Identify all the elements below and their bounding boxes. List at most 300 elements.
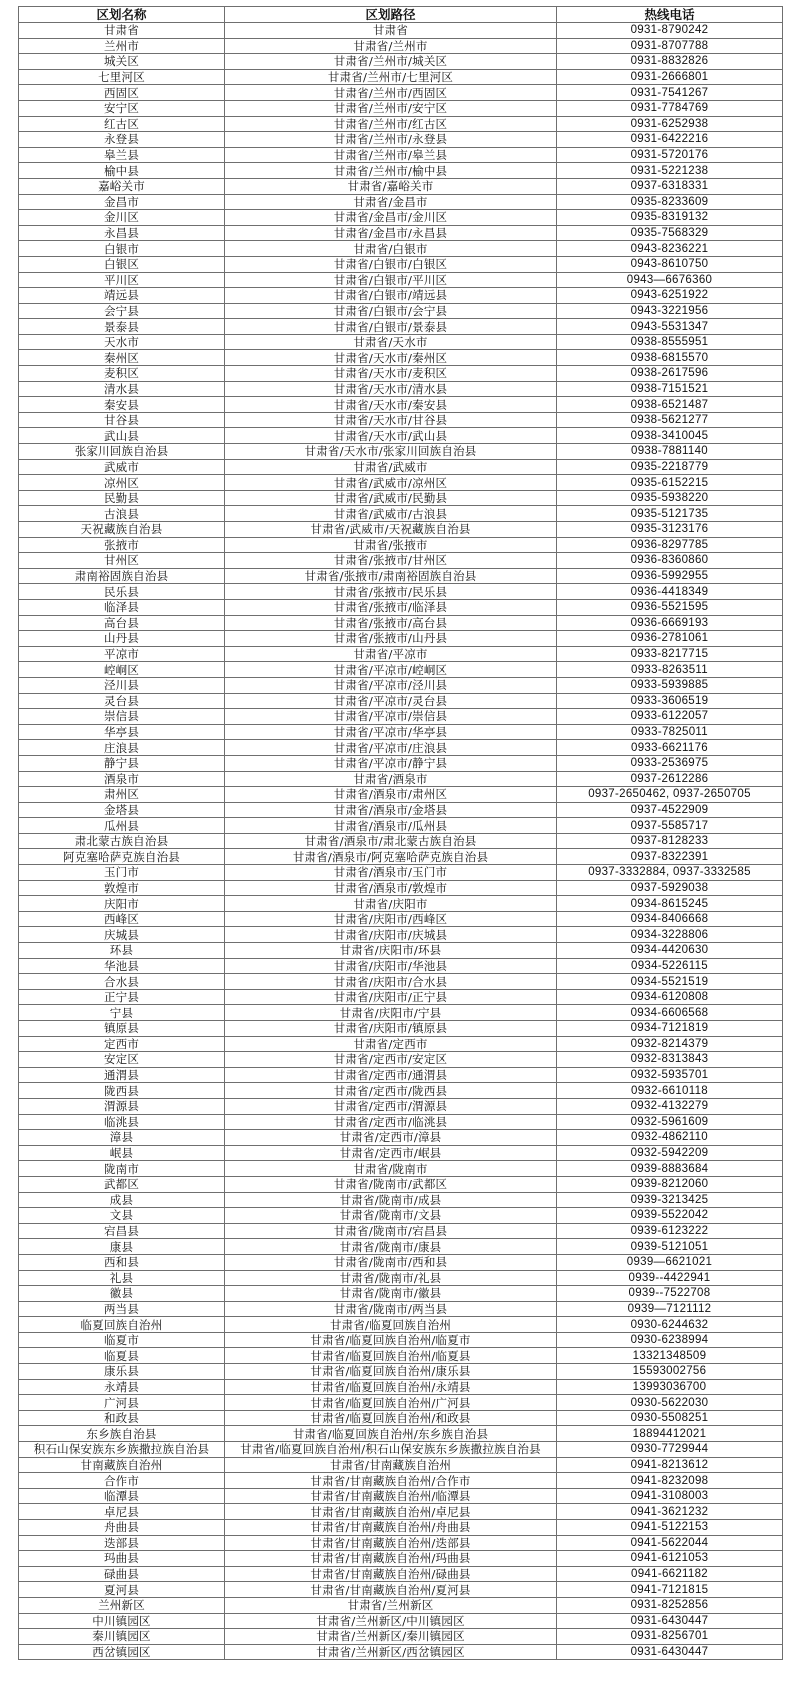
hotline-cell: 0937-2612286 bbox=[557, 771, 783, 787]
region-name-cell: 和政县 bbox=[19, 1410, 225, 1426]
region-path-cell: 甘肃省/酒泉市/阿克塞哈萨克族自治县 bbox=[225, 849, 557, 865]
hotline-cell: 0931-5720176 bbox=[557, 147, 783, 163]
region-name-cell: 嘉峪关市 bbox=[19, 178, 225, 194]
table-row bbox=[19, 896, 783, 912]
table-row bbox=[19, 911, 783, 927]
region-path-cell: 甘肃省/白银市/靖远县 bbox=[225, 288, 557, 304]
hotline-cell: 0934-6120808 bbox=[557, 989, 783, 1005]
table-row bbox=[19, 958, 783, 974]
hotline-cell: 0939--7522708 bbox=[557, 1286, 783, 1302]
region-name-cell: 宕昌县 bbox=[19, 1223, 225, 1239]
region-path-cell: 甘肃省/张掖市 bbox=[225, 537, 557, 553]
region-name-cell: 安宁区 bbox=[19, 100, 225, 116]
region-name-cell: 平川区 bbox=[19, 272, 225, 288]
hotline-cell: 0941-6621182 bbox=[557, 1566, 783, 1582]
hotline-cell: 0938-7151521 bbox=[557, 381, 783, 397]
region-name-cell: 静宁县 bbox=[19, 755, 225, 771]
table-row bbox=[19, 1317, 783, 1333]
table-row bbox=[19, 849, 783, 865]
region-name-cell: 甘州区 bbox=[19, 553, 225, 569]
region-path-cell: 甘肃省/定西市/岷县 bbox=[225, 1145, 557, 1161]
hotline-cell: 13321348509 bbox=[557, 1348, 783, 1364]
table-row bbox=[19, 787, 783, 803]
hotline-cell: 0932-5961609 bbox=[557, 1114, 783, 1130]
hotline-cell: 0931-6430447 bbox=[557, 1644, 783, 1660]
region-path-cell: 甘肃省/甘南藏族自治州/舟曲县 bbox=[225, 1520, 557, 1536]
hotline-cell: 18894412021 bbox=[557, 1426, 783, 1442]
hotline-cell: 0931-8790242 bbox=[557, 23, 783, 39]
table-row bbox=[19, 1629, 783, 1645]
hotline-cell: 0938-3410045 bbox=[557, 428, 783, 444]
hotline-cell: 0931-5221238 bbox=[557, 163, 783, 179]
region-name-cell: 庆阳市 bbox=[19, 896, 225, 912]
hotline-cell: 0930-7729944 bbox=[557, 1442, 783, 1458]
region-name-cell: 天祝藏族自治县 bbox=[19, 522, 225, 538]
hotline-cell: 0939—7121112 bbox=[557, 1301, 783, 1317]
hotline-cell: 0935-3123176 bbox=[557, 522, 783, 538]
region-path-cell: 甘肃省/兰州市/红古区 bbox=[225, 116, 557, 132]
table-row bbox=[19, 709, 783, 725]
table-row bbox=[19, 1223, 783, 1239]
hotline-cell: 0937-8322391 bbox=[557, 849, 783, 865]
hotline-cell: 0938-6521487 bbox=[557, 397, 783, 413]
region-path-cell: 甘肃省/平凉市/静宁县 bbox=[225, 755, 557, 771]
table-row bbox=[19, 163, 783, 179]
table-row bbox=[19, 272, 783, 288]
hotline-cell: 0931-6430447 bbox=[557, 1613, 783, 1629]
table-row bbox=[19, 1364, 783, 1380]
table-body bbox=[19, 23, 783, 1660]
region-path-cell: 甘肃省/金昌市/金川区 bbox=[225, 210, 557, 226]
table-header bbox=[19, 7, 783, 23]
region-name-cell: 东乡族自治县 bbox=[19, 1426, 225, 1442]
region-path-cell: 甘肃省/甘南藏族自治州/合作市 bbox=[225, 1473, 557, 1489]
table-row bbox=[19, 1286, 783, 1302]
region-path-cell: 甘肃省/庆阳市/镇原县 bbox=[225, 1021, 557, 1037]
hotline-cell: 0941-8213612 bbox=[557, 1457, 783, 1473]
hotline-cell: 0939—6621021 bbox=[557, 1254, 783, 1270]
region-path-cell: 甘肃省/临夏回族自治州/临夏市 bbox=[225, 1332, 557, 1348]
region-name-cell: 平凉市 bbox=[19, 646, 225, 662]
table-row bbox=[19, 1379, 783, 1395]
hotline-cell: 0931-6422216 bbox=[557, 132, 783, 148]
hotline-cell: 0932-5935701 bbox=[557, 1067, 783, 1083]
table-row bbox=[19, 1488, 783, 1504]
region-name-cell: 麦积区 bbox=[19, 366, 225, 382]
table-row bbox=[19, 428, 783, 444]
region-path-cell: 甘肃省/兰州市/永登县 bbox=[225, 132, 557, 148]
hotline-cell: 0933-6122057 bbox=[557, 709, 783, 725]
table-row bbox=[19, 1161, 783, 1177]
hotline-cell: 0935-8319132 bbox=[557, 210, 783, 226]
table-row bbox=[19, 1582, 783, 1598]
table-row bbox=[19, 288, 783, 304]
region-path-cell: 甘肃省/天水市 bbox=[225, 334, 557, 350]
region-path-cell: 甘肃省/陇南市/武都区 bbox=[225, 1176, 557, 1192]
table-row bbox=[19, 147, 783, 163]
table-row bbox=[19, 444, 783, 460]
table-row bbox=[19, 1036, 783, 1052]
region-name-cell: 敦煌市 bbox=[19, 880, 225, 896]
table-row bbox=[19, 1644, 783, 1660]
region-path-cell: 甘肃省/金昌市 bbox=[225, 194, 557, 210]
region-path-cell: 甘肃省/平凉市/崇信县 bbox=[225, 709, 557, 725]
hotline-cell: 0932-4132279 bbox=[557, 1098, 783, 1114]
table-row bbox=[19, 833, 783, 849]
region-name-cell: 阿克塞哈萨克族自治县 bbox=[19, 849, 225, 865]
table-row bbox=[19, 397, 783, 413]
hotline-cell: 0937-5929038 bbox=[557, 880, 783, 896]
region-name-cell: 徽县 bbox=[19, 1286, 225, 1302]
table-row bbox=[19, 1098, 783, 1114]
region-name-cell: 广河县 bbox=[19, 1395, 225, 1411]
table-row bbox=[19, 553, 783, 569]
region-path-cell: 甘肃省/武威市 bbox=[225, 459, 557, 475]
table-row bbox=[19, 256, 783, 272]
hotline-cell: 0938-7881140 bbox=[557, 444, 783, 460]
table-row bbox=[19, 865, 783, 881]
table-row bbox=[19, 1613, 783, 1629]
region-name-cell: 民勤县 bbox=[19, 490, 225, 506]
table-row bbox=[19, 319, 783, 335]
table-row bbox=[19, 210, 783, 226]
region-path-cell: 甘肃省/嘉峪关市 bbox=[225, 178, 557, 194]
region-path-cell: 甘肃省/庆阳市/环县 bbox=[225, 943, 557, 959]
hotline-cell: 0931-8252856 bbox=[557, 1597, 783, 1613]
hotline-cell: 0943-8610750 bbox=[557, 256, 783, 272]
region-name-cell: 西和县 bbox=[19, 1254, 225, 1270]
region-name-cell: 西固区 bbox=[19, 85, 225, 101]
region-name-cell: 成县 bbox=[19, 1192, 225, 1208]
region-name-cell: 会宁县 bbox=[19, 303, 225, 319]
table-row bbox=[19, 178, 783, 194]
region-name-cell: 庆城县 bbox=[19, 927, 225, 943]
region-path-cell: 甘肃省/天水市/清水县 bbox=[225, 381, 557, 397]
hotline-cell: 0934-3228806 bbox=[557, 927, 783, 943]
region-name-cell: 华亭县 bbox=[19, 724, 225, 740]
hotline-cell: 0934-6606568 bbox=[557, 1005, 783, 1021]
region-name-cell: 肃南裕固族自治县 bbox=[19, 568, 225, 584]
table-row bbox=[19, 69, 783, 85]
region-name-cell: 凉州区 bbox=[19, 475, 225, 491]
region-name-cell: 清水县 bbox=[19, 381, 225, 397]
table-row bbox=[19, 1348, 783, 1364]
hotline-cell: 0937-4522909 bbox=[557, 802, 783, 818]
region-path-cell: 甘肃省/平凉市 bbox=[225, 646, 557, 662]
table-row bbox=[19, 194, 783, 210]
region-path-cell: 甘肃省/白银市/白银区 bbox=[225, 256, 557, 272]
region-name-cell: 民乐县 bbox=[19, 584, 225, 600]
region-path-cell: 甘肃省/兰州市/城关区 bbox=[225, 54, 557, 70]
region-name-cell: 临潭县 bbox=[19, 1488, 225, 1504]
table-row bbox=[19, 1114, 783, 1130]
region-name-cell: 西峰区 bbox=[19, 911, 225, 927]
table-row bbox=[19, 1535, 783, 1551]
table-row bbox=[19, 1130, 783, 1146]
region-path-cell: 甘肃省/临夏回族自治州/和政县 bbox=[225, 1410, 557, 1426]
region-name-cell: 灵台县 bbox=[19, 693, 225, 709]
region-name-cell: 白银市 bbox=[19, 241, 225, 257]
region-path-cell: 甘肃省/酒泉市/肃北蒙古族自治县 bbox=[225, 833, 557, 849]
table-row bbox=[19, 303, 783, 319]
hotline-cell: 0938-6815570 bbox=[557, 350, 783, 366]
region-path-cell: 甘肃省/定西市/通渭县 bbox=[225, 1067, 557, 1083]
region-name-cell: 七里河区 bbox=[19, 69, 225, 85]
table-row bbox=[19, 85, 783, 101]
region-name-cell: 永昌县 bbox=[19, 225, 225, 241]
region-path-cell: 甘肃省/天水市/秦安县 bbox=[225, 397, 557, 413]
hotline-cell: 0936-8360860 bbox=[557, 553, 783, 569]
region-name-cell: 积石山保安族东乡族撒拉族自治县 bbox=[19, 1442, 225, 1458]
region-name-cell: 庄浪县 bbox=[19, 740, 225, 756]
hotline-cell: 0941-5622044 bbox=[557, 1535, 783, 1551]
hotline-cell: 13993036700 bbox=[557, 1379, 783, 1395]
region-name-cell: 两当县 bbox=[19, 1301, 225, 1317]
region-path-cell: 甘肃省/陇南市/西和县 bbox=[225, 1254, 557, 1270]
region-name-cell: 榆中县 bbox=[19, 163, 225, 179]
table-row bbox=[19, 350, 783, 366]
region-name-cell: 高台县 bbox=[19, 615, 225, 631]
region-path-cell: 甘肃省/定西市 bbox=[225, 1036, 557, 1052]
header-region-name: 区划名称 bbox=[19, 7, 225, 23]
region-name-cell: 合作市 bbox=[19, 1473, 225, 1489]
hotline-cell: 0939-8883684 bbox=[557, 1161, 783, 1177]
region-path-cell: 甘肃省/张掖市/民乐县 bbox=[225, 584, 557, 600]
region-name-cell: 陇南市 bbox=[19, 1161, 225, 1177]
table-row bbox=[19, 943, 783, 959]
hotline-cell: 0941-6121053 bbox=[557, 1551, 783, 1567]
table-row bbox=[19, 475, 783, 491]
hotline-cell: 0933-8263511 bbox=[557, 662, 783, 678]
region-path-cell: 甘肃省/武威市/古浪县 bbox=[225, 506, 557, 522]
hotline-cell: 0933-6621176 bbox=[557, 740, 783, 756]
region-name-cell: 张家川回族自治县 bbox=[19, 444, 225, 460]
table-row bbox=[19, 1270, 783, 1286]
hotline-cell: 0933-3606519 bbox=[557, 693, 783, 709]
table-row bbox=[19, 100, 783, 116]
table-row bbox=[19, 740, 783, 756]
region-path-cell: 甘肃省/白银市 bbox=[225, 241, 557, 257]
region-path-cell: 甘肃省/天水市/秦州区 bbox=[225, 350, 557, 366]
hotline-cell: 0932-8313843 bbox=[557, 1052, 783, 1068]
table-row bbox=[19, 54, 783, 70]
hotline-cell: 0936-4418349 bbox=[557, 584, 783, 600]
region-name-cell: 红古区 bbox=[19, 116, 225, 132]
hotline-cell: 0937-6318331 bbox=[557, 178, 783, 194]
table-row bbox=[19, 1426, 783, 1442]
region-path-cell: 甘肃省/临夏回族自治州/永靖县 bbox=[225, 1379, 557, 1395]
table-row bbox=[19, 646, 783, 662]
region-name-cell: 临夏县 bbox=[19, 1348, 225, 1364]
region-name-cell: 瓜州县 bbox=[19, 818, 225, 834]
region-name-cell: 镇原县 bbox=[19, 1021, 225, 1037]
table-row bbox=[19, 802, 783, 818]
table-row bbox=[19, 677, 783, 693]
hotline-cell: 0931-8256701 bbox=[557, 1629, 783, 1645]
table-row bbox=[19, 755, 783, 771]
table-row bbox=[19, 522, 783, 538]
region-path-cell: 甘肃省/白银市/会宁县 bbox=[225, 303, 557, 319]
hotline-cell: 0933-7825011 bbox=[557, 724, 783, 740]
hotline-cell: 0930-6244632 bbox=[557, 1317, 783, 1333]
region-path-cell: 甘肃省/平凉市/庄浪县 bbox=[225, 740, 557, 756]
table-row bbox=[19, 1597, 783, 1613]
region-path-cell: 甘肃省/白银市/平川区 bbox=[225, 272, 557, 288]
region-name-cell: 甘肃省 bbox=[19, 23, 225, 39]
region-name-cell: 永登县 bbox=[19, 132, 225, 148]
region-path-cell: 甘肃省/甘南藏族自治州 bbox=[225, 1457, 557, 1473]
region-name-cell: 渭源县 bbox=[19, 1098, 225, 1114]
region-name-cell: 永靖县 bbox=[19, 1379, 225, 1395]
hotline-cell: 0943-3221956 bbox=[557, 303, 783, 319]
table-row bbox=[19, 1083, 783, 1099]
region-path-cell: 甘肃省/甘南藏族自治州/临潭县 bbox=[225, 1488, 557, 1504]
region-name-cell: 甘谷县 bbox=[19, 412, 225, 428]
hotline-cell: 0934-5521519 bbox=[557, 974, 783, 990]
region-path-cell: 甘肃省/武威市/民勤县 bbox=[225, 490, 557, 506]
region-path-cell: 甘肃省/兰州市/皋兰县 bbox=[225, 147, 557, 163]
hotline-cell: 0932-4862110 bbox=[557, 1130, 783, 1146]
table-row bbox=[19, 1254, 783, 1270]
table-row bbox=[19, 1145, 783, 1161]
table-row bbox=[19, 23, 783, 39]
region-path-cell: 甘肃省/酒泉市/玉门市 bbox=[225, 865, 557, 881]
hotline-cell: 0943-5531347 bbox=[557, 319, 783, 335]
region-name-cell: 正宁县 bbox=[19, 989, 225, 1005]
hotline-cell: 0930-6238994 bbox=[557, 1332, 783, 1348]
table-row bbox=[19, 1052, 783, 1068]
region-path-cell: 甘肃省/临夏回族自治州/临夏县 bbox=[225, 1348, 557, 1364]
region-name-cell: 西岔镇园区 bbox=[19, 1644, 225, 1660]
region-path-cell: 甘肃省/陇南市/成县 bbox=[225, 1192, 557, 1208]
table-row bbox=[19, 1176, 783, 1192]
region-name-cell: 古浪县 bbox=[19, 506, 225, 522]
hotline-cell: 0941-3108003 bbox=[557, 1488, 783, 1504]
table-row bbox=[19, 974, 783, 990]
region-name-cell: 山丹县 bbox=[19, 631, 225, 647]
region-path-cell: 甘肃省/临夏回族自治州/康乐县 bbox=[225, 1364, 557, 1380]
region-path-cell: 甘肃省/临夏回族自治州/广河县 bbox=[225, 1395, 557, 1411]
table-row bbox=[19, 537, 783, 553]
hotline-cell: 0934-8615245 bbox=[557, 896, 783, 912]
region-path-cell: 甘肃省/陇南市/两当县 bbox=[225, 1301, 557, 1317]
region-path-cell: 甘肃省/平凉市/崆峒区 bbox=[225, 662, 557, 678]
table-row bbox=[19, 506, 783, 522]
region-name-cell: 康县 bbox=[19, 1239, 225, 1255]
region-path-cell: 甘肃省/庆阳市/合水县 bbox=[225, 974, 557, 990]
region-name-cell: 武山县 bbox=[19, 428, 225, 444]
region-path-cell: 甘肃省/酒泉市/金塔县 bbox=[225, 802, 557, 818]
region-name-cell: 陇西县 bbox=[19, 1083, 225, 1099]
table-row bbox=[19, 1208, 783, 1224]
region-name-cell: 武威市 bbox=[19, 459, 225, 475]
table-row bbox=[19, 1192, 783, 1208]
hotline-cell: 0936-8297785 bbox=[557, 537, 783, 553]
table-row bbox=[19, 366, 783, 382]
hotline-cell: 0930-5508251 bbox=[557, 1410, 783, 1426]
table-row bbox=[19, 1239, 783, 1255]
region-path-cell: 甘肃省/陇南市/徽县 bbox=[225, 1286, 557, 1302]
hotline-cell: 0939-3213425 bbox=[557, 1192, 783, 1208]
hotline-cell: 0933-2536975 bbox=[557, 755, 783, 771]
hotline-cell: 0935-8233609 bbox=[557, 194, 783, 210]
region-name-cell: 卓尼县 bbox=[19, 1504, 225, 1520]
region-name-cell: 夏河县 bbox=[19, 1582, 225, 1598]
table-row bbox=[19, 631, 783, 647]
table-row bbox=[19, 693, 783, 709]
region-path-cell: 甘肃省/酒泉市/肃州区 bbox=[225, 787, 557, 803]
region-name-cell: 临泽县 bbox=[19, 599, 225, 615]
region-name-cell: 张掖市 bbox=[19, 537, 225, 553]
table-row bbox=[19, 568, 783, 584]
region-name-cell: 金塔县 bbox=[19, 802, 225, 818]
hotline-cell: 0941-3621232 bbox=[557, 1504, 783, 1520]
table-row bbox=[19, 381, 783, 397]
hotline-cell: 0939--4422941 bbox=[557, 1270, 783, 1286]
hotline-cell: 0938-5621277 bbox=[557, 412, 783, 428]
hotline-cell: 0936-6669193 bbox=[557, 615, 783, 631]
hotline-cell: 0935-2218779 bbox=[557, 459, 783, 475]
region-name-cell: 玉门市 bbox=[19, 865, 225, 881]
hotline-cell: 0938-8555951 bbox=[557, 334, 783, 350]
table-row bbox=[19, 880, 783, 896]
table-row bbox=[19, 724, 783, 740]
region-name-cell: 兰州新区 bbox=[19, 1597, 225, 1613]
region-name-cell: 金昌市 bbox=[19, 194, 225, 210]
hotline-cell: 0931-7784769 bbox=[557, 100, 783, 116]
table-row bbox=[19, 334, 783, 350]
region-name-cell: 漳县 bbox=[19, 1130, 225, 1146]
region-name-cell: 皋兰县 bbox=[19, 147, 225, 163]
hotline-cell: 0931-2666801 bbox=[557, 69, 783, 85]
region-path-cell: 甘肃省/兰州新区/中川镇园区 bbox=[225, 1613, 557, 1629]
region-path-cell: 甘肃省/兰州市 bbox=[225, 38, 557, 54]
region-path-cell: 甘肃省/兰州新区 bbox=[225, 1597, 557, 1613]
hotline-cell: 0934-5226115 bbox=[557, 958, 783, 974]
region-path-cell: 甘肃省/平凉市/华亭县 bbox=[225, 724, 557, 740]
region-name-cell: 秦州区 bbox=[19, 350, 225, 366]
hotline-cell: 0936-2781061 bbox=[557, 631, 783, 647]
region-name-cell: 城关区 bbox=[19, 54, 225, 70]
table-row bbox=[19, 1566, 783, 1582]
region-path-cell: 甘肃省/陇南市/文县 bbox=[225, 1208, 557, 1224]
region-name-cell: 武都区 bbox=[19, 1176, 225, 1192]
region-path-cell: 甘肃省/天水市/甘谷县 bbox=[225, 412, 557, 428]
region-name-cell: 临洮县 bbox=[19, 1114, 225, 1130]
region-path-cell: 甘肃省/酒泉市/瓜州县 bbox=[225, 818, 557, 834]
hotline-cell: 0938-2617596 bbox=[557, 366, 783, 382]
region-name-cell: 舟曲县 bbox=[19, 1520, 225, 1536]
table-row bbox=[19, 1067, 783, 1083]
hotline-cell: 0934-7121819 bbox=[557, 1021, 783, 1037]
region-path-cell: 甘肃省/甘南藏族自治州/卓尼县 bbox=[225, 1504, 557, 1520]
region-path-cell: 甘肃省/陇南市 bbox=[225, 1161, 557, 1177]
region-name-cell: 通渭县 bbox=[19, 1067, 225, 1083]
hotline-cell: 0935-7568329 bbox=[557, 225, 783, 241]
region-name-cell: 岷县 bbox=[19, 1145, 225, 1161]
hotline-table bbox=[18, 6, 783, 1660]
region-path-cell: 甘肃省/白银市/景泰县 bbox=[225, 319, 557, 335]
region-name-cell: 华池县 bbox=[19, 958, 225, 974]
region-path-cell: 甘肃省/张掖市/山丹县 bbox=[225, 631, 557, 647]
region-name-cell: 泾川县 bbox=[19, 677, 225, 693]
table-row bbox=[19, 241, 783, 257]
region-path-cell: 甘肃省/甘南藏族自治州/夏河县 bbox=[225, 1582, 557, 1598]
region-path-cell: 甘肃省/庆阳市 bbox=[225, 896, 557, 912]
table-row bbox=[19, 116, 783, 132]
hotline-cell: 0939-8212060 bbox=[557, 1176, 783, 1192]
hotline-cell: 0937-2650462, 0937-2650705 bbox=[557, 787, 783, 803]
